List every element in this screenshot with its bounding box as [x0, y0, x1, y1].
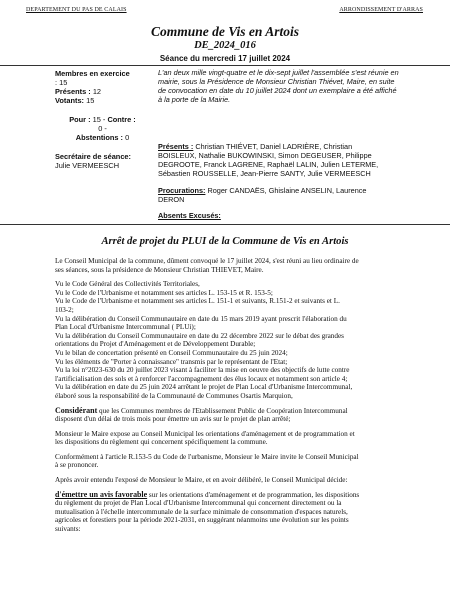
secretary-name: Julie VERMEESCH: [55, 161, 120, 170]
presents-line: Christian THIÉVET, Daniel LADRIÈRE, Christian: [195, 142, 353, 151]
secretary-block: [55, 152, 150, 170]
presents-block: [158, 142, 450, 178]
visa-line: 103-2;: [55, 305, 74, 314]
presents-label: Présents :: [158, 142, 194, 151]
body-line: Le Conseil Municipal de la commune, dûment convoqué le 17 juillet 2024, s'est réuni au lieu ordinaire de: [55, 257, 359, 265]
body-line: sur les orientations d'aménagement et de programmation, les dispositions: [147, 490, 360, 499]
against-value: 0 -: [98, 124, 107, 133]
for-label: Pour :: [69, 115, 91, 124]
attendance-block: [55, 69, 150, 105]
arrete-title: Arrêt de projet du PLUI de la Commune de Vis en Artois: [101, 236, 349, 247]
body-line: suivants:: [55, 525, 81, 534]
avis-favorable: d'émettre un avis favorable: [55, 489, 148, 499]
presents-line: BOISLEUX, Nathalie BUKOWINSKI, Simon DEGEUSER, Philippe: [158, 151, 372, 161]
presents-line: DEGROOTE, Franck LAGRENE, Raphaël LALIN, Julien LETERME,: [158, 160, 379, 170]
against-label: Contre :: [107, 115, 136, 124]
body-line: mutualisation à l'échelle intercommunale de la surface minimale de consommation d'espaces naturels,: [55, 507, 348, 516]
procurations-label: Procurations:: [158, 186, 206, 195]
vote-block: [55, 115, 150, 142]
body-line: ses séances, sous la présidence de Monsieur Christian THIEVET, Maire.: [55, 265, 264, 274]
in-office-label: Membres en exercice: [55, 69, 130, 78]
body-line: agricoles et forestiers pour la période 2021-2031, en suggérant néanmoins une évolution sur les points: [55, 516, 349, 525]
commune-title: Commune de Vis en Artois: [150, 24, 300, 39]
body-line: Conformément à l'article R.153-5 du Code de l'urbanisme, Monsieur le Maire invite le Conseil Municipal: [55, 452, 359, 461]
session-date: Séance du mercredi 17 juillet 2024: [159, 54, 291, 63]
procurations-line: Roger CANDAËS, Ghislaine ANSELIN, Laurence: [207, 186, 367, 195]
deliberation-reference: DE_2024_016: [194, 40, 256, 51]
body-line: Après avoir entendu l'exposé de Monsieur le Maire, et en avoir délibéré, le Conseil Municipal décide:: [55, 476, 348, 485]
present-label: Présents :: [55, 87, 91, 96]
session-intro: [158, 68, 448, 104]
body-line: disposent d'un délai de trois mois pour émettre un avis sur le projet de plan arrêté;: [55, 415, 291, 424]
body-line: que les Communes membres de l'Etablissement Public de Coopération Intercommunal: [97, 406, 348, 415]
visa-line: Vu la délibération du Conseil Communautaire en date du 22 décembre 2022 sur le débat des grandes: [55, 331, 344, 340]
body-line: à se prononcer.: [55, 461, 99, 470]
deliberation-body: [55, 257, 427, 534]
abstentions-label: Abstentions :: [75, 133, 124, 142]
abstentions-value: 0: [125, 133, 130, 142]
department-label: DEPARTEMENT DU PAS DE CALAIS: [26, 7, 127, 13]
absents-label: Absents Excusés:: [158, 211, 221, 220]
visa-line: Vu la délibération en date du 25 juin 2024 arrêtant le projet de Plan Local d'Urbanisme Intercommunal,: [55, 383, 353, 392]
body-line: les dispositions du règlement qui concernent spécifiquement la commune.: [55, 438, 268, 447]
secretary-label: Secrétaire de séance:: [55, 152, 132, 161]
present-value: 12: [92, 87, 102, 96]
header-divider: [0, 65, 450, 66]
intro-line: mairie, sous la Présidence de Monsieur Christian Thiévet, Maire, en suite: [158, 77, 395, 87]
visa-line: l'artificialisation des sols et à renforcer l'accompagnement des élus locaux et notamment son article 4;: [55, 374, 348, 383]
attendance-divider: [0, 224, 450, 225]
visa-line: élaboré sous la responsabilité de la Communauté de Communes Osartis Marquion,: [55, 391, 293, 400]
intro-line: de convocation en date du 10 juillet 2024 dont un exemplaire a été affiché: [158, 86, 397, 96]
visa-line: Vu la délibération du Conseil Communautaire en date du 15 mars 2019 ayant prescrit l'élaboration du: [55, 314, 347, 323]
body-line: du règlement du projet de Plan Local d'Urbanisme Intercommunal qui concernent directement ou la: [55, 499, 342, 508]
for-value: 15 -: [92, 115, 106, 124]
voters-label: Votants:: [55, 96, 85, 105]
visa-line: Vu le Code de l'Urbanisme et notamment ses articles L. 151-1 et suivants, R.151-2 et suivants et L.: [55, 297, 340, 306]
visa-line: orientations du Projet d'Aménagement et de Développement Durable;: [55, 340, 256, 349]
intro-line: à la porte de la Mairie.: [158, 95, 231, 105]
procurations-line: DERON: [158, 195, 185, 205]
voters-value: 15: [86, 96, 95, 105]
visa-line: Vu le bilan de concertation présenté en Conseil Communautaire du 25 juin 2024;: [55, 348, 288, 357]
visa-line: Vu le Code Général des Collectivités Territoriales,: [55, 280, 200, 289]
visa-line: Vu le Code de l'Urbanisme et notamment ses articles L. 153-15 et R. 153-5;: [55, 288, 273, 297]
in-office-value: : 15: [55, 78, 68, 87]
intro-line: L'an deux mille vingt-quatre et le dix-sept juillet l'assemblée s'est réunie en: [158, 68, 399, 77]
district-label: ARRONDISSEMENT D'ARRAS: [339, 7, 423, 13]
body-line: Monsieur le Maire expose au Conseil Municipal les orientations d'aménagement et de programmation et: [55, 429, 355, 438]
visa-line: Vu les éléments de "Porter à connaissance" transmis par le représentant de l'Etat;: [55, 357, 288, 366]
presents-line: Sébastien ROUSSELLE, Jean-Pierre SANTY, Julie VERMEESCH: [158, 169, 371, 179]
visa-line: Vu la loi n°2023-630 du 20 juillet 2023 visant à faciliter la mise en oeuvre des objectifs de lutte contre: [55, 366, 350, 375]
considerant-word: Considérant: [55, 405, 98, 415]
procurations-block: [158, 186, 448, 204]
visa-line: Plan Local d'Urbanisme Intercommunal ( PLUi);: [55, 323, 196, 332]
